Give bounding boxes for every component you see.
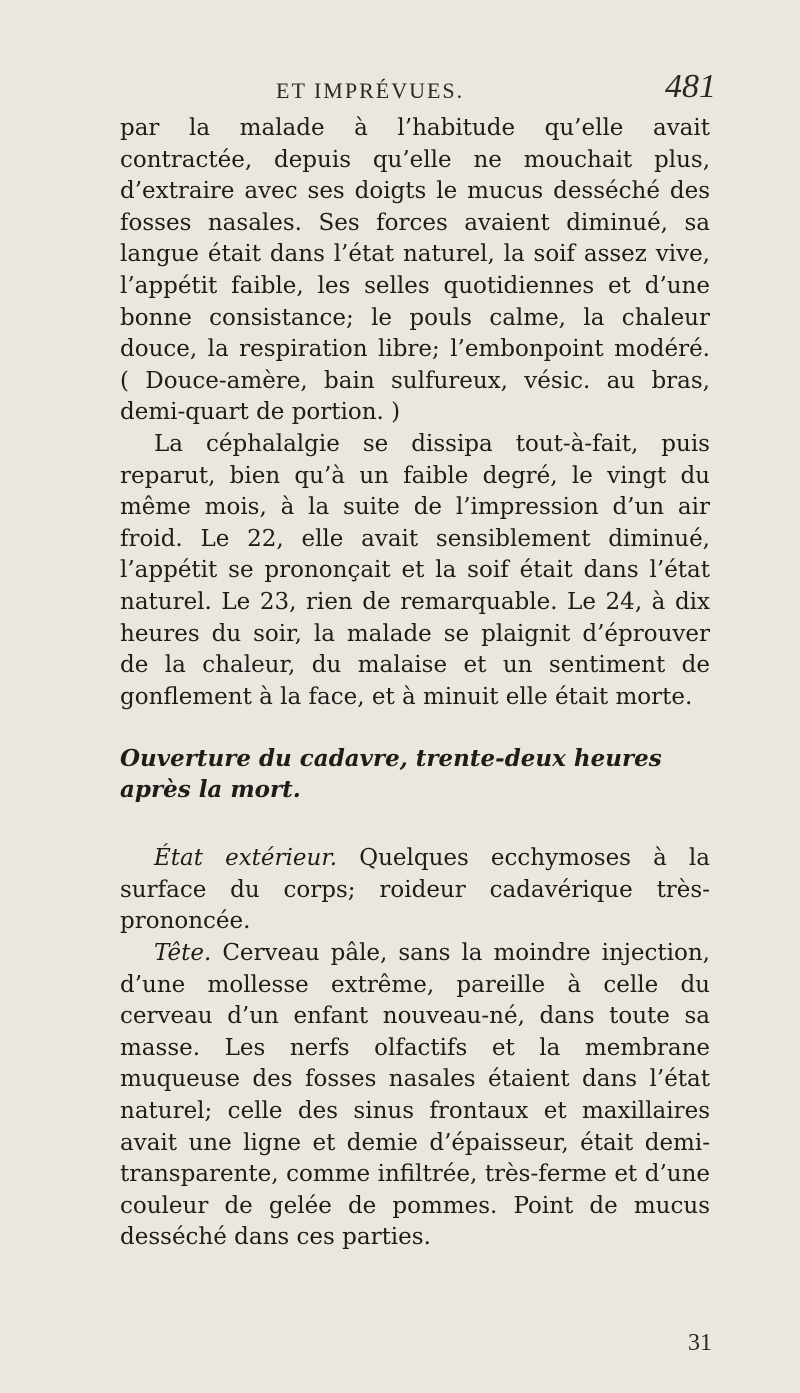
paragraph-head (120, 938, 710, 1254)
paragraph-1: par la malade à l’habitude qu’elle avait contractée, depuis qu’elle ne mouchait plus, d’extraire avec ses doigts le mucus desséché des fosses nasales. Ses forces avaient diminué, sa langue était dans l’état naturel, la soif assez vive, l’appétit faible, les selles quotidiennes et d’une bonne consistance; le pouls calme, la chaleur douce, la respiration libre; l’embonpoint modéré. ( Douce-amère, bain sulfureux, vésic. au bras, demi-quart de portion. ) (120, 115, 710, 426)
page-number: 481 (665, 68, 716, 105)
paragraph-head-lead: Tête. (154, 940, 212, 967)
paragraph-exterior (120, 843, 710, 938)
body-text (120, 113, 710, 1254)
signature-mark: 31 (688, 1330, 712, 1356)
running-title: ET IMPRÉVUES. (276, 78, 465, 103)
paragraph-head-text: Cerveau pâle, sans la moindre injection, d’une mollesse extrême, pareille à celle du cerveau d’un enfant nouveau-né, dans toute sa masse. Les nerfs olfactifs et la membrane muqueuse des fosses nasales étaient dans l’état naturel; celle des sinus frontaux et maxillaires avait une ligne et demie d’épaisseur, était demi-transparente, comme infiltrée, très-ferme et d’une couleur de gelée de pommes. Point de mucus desséché dans ces parties. (120, 940, 710, 1251)
section-heading: Ouverture du cadavre, trente-deux heures après la mort. (120, 745, 662, 804)
paragraph-2: La céphalalgie se dissipa tout-à-fait, puis reparut, bien qu’à un faible degré, le vingt du même mois, à la suite de l’impression d’un air froid. Le 22, elle avait sensiblement diminué, l’appétit se prononçait et la soif était dans l’état naturel. Le 23, rien de remarquable. Le 24, à dix heures du soir, la malade se plaignit d’éprouver de la chaleur, du malaise et un sentiment de gonflement à la face, et à minuit elle était morte. (120, 430, 710, 710)
paragraph-exterior-text: Quelques ecchymoses à la surface du corps; roideur cadavérique très-prononcée. (120, 845, 711, 935)
running-head (0, 68, 800, 114)
paragraph-exterior-lead: État extérieur. (154, 845, 338, 872)
